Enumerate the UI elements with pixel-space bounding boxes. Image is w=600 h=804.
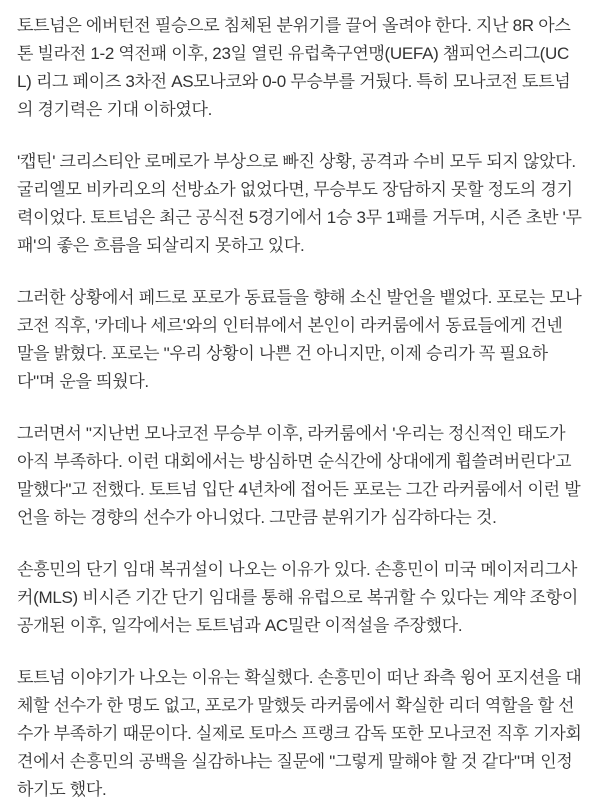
article-paragraph-5: 손흥민의 단기 임대 복귀설이 나오는 이유가 있다. 손흥민이 미국 메이저리그사커(MLS) 비시즌 기간 단기 임대를 통해 유럽으로 복귀할 수 있다는 계약 조항이 공개된 이후, 일각에서는 토트넘과 AC밀란 이적설을 주장했다. [17,560,578,635]
article-paragraph-6: 토트넘 이야기가 나오는 이유는 확실했다. 손흥민이 떠난 좌측 윙어 포지션을 대체할 선수가 한 명도 없고, 포로가 말했듯 라커룸에서 확실한 리더 역할을 할 선수가 부족하기 때문이다. 실제로 토마스 프랭크 감독 또한 모나코전 직후 기자회견에서 손흥민의 공백을 실감하냐는 질문에 "그렇게 말해야 할 것 같다"며 인정하기도 했다. [17,668,582,799]
article-paragraph-4: 그러면서 "지난번 모나코전 무승부 이후, 라커룸에서 '우리는 정신적인 태도가 아직 부족하다. 이런 대회에서는 방심하면 순식간에 상대에게 휩쓸려버린다'고 말했다"고 전했다. 토트넘 입단 4년차에 접어든 포로는 그간 라커룸에서 이런 발언을 하는 경향의 선수가 아니었다. 그만큼 분위기가 심각하다는 것. [17,424,581,527]
article-paragraph-1: 토트넘은 에버턴전 필승으로 침체된 분위기를 끌어 올려야 한다. 지난 8R 아스톤 빌라전 1-2 역전패 이후, 23일 열린 유럽축구연맹(UEFA) 챔피언스리그(UCL) 리그 페이즈 3차전 AS모나코와 0-0 무승부를 거뒀다. 특히 모나코전 토트넘의 경기력은 기대 이하였다. [17,16,571,119]
article-paragraph-2: '캡틴' 크리스티안 로메로가 부상으로 빠진 상황, 공격과 수비 모두 되지 않았다. 굴리엘모 비카리오의 선방쇼가 없었다면, 무승부도 장담하지 못할 정도의 경기력이었다. 토트넘은 최근 공식전 5경기에서 1승 3무 1패를 거두며, 시즌 초반 '무패'의 좋은 흐름을 되살리지 못하고 있다. [17,152,582,255]
article-paragraph-3: 그러한 상황에서 페드로 포로가 동료들을 향해 소신 발언을 뱉었다. 포로는 모나코전 직후, '카데나 세르'와의 인터뷰에서 본인이 라커룸에서 동료들에게 건넨 말을 밝혔다. 포로는 "우리 상황이 나쁜 건 아니지만, 이제 승리가 꼭 필요하다"며 운을 띄웠다. [17,288,582,391]
